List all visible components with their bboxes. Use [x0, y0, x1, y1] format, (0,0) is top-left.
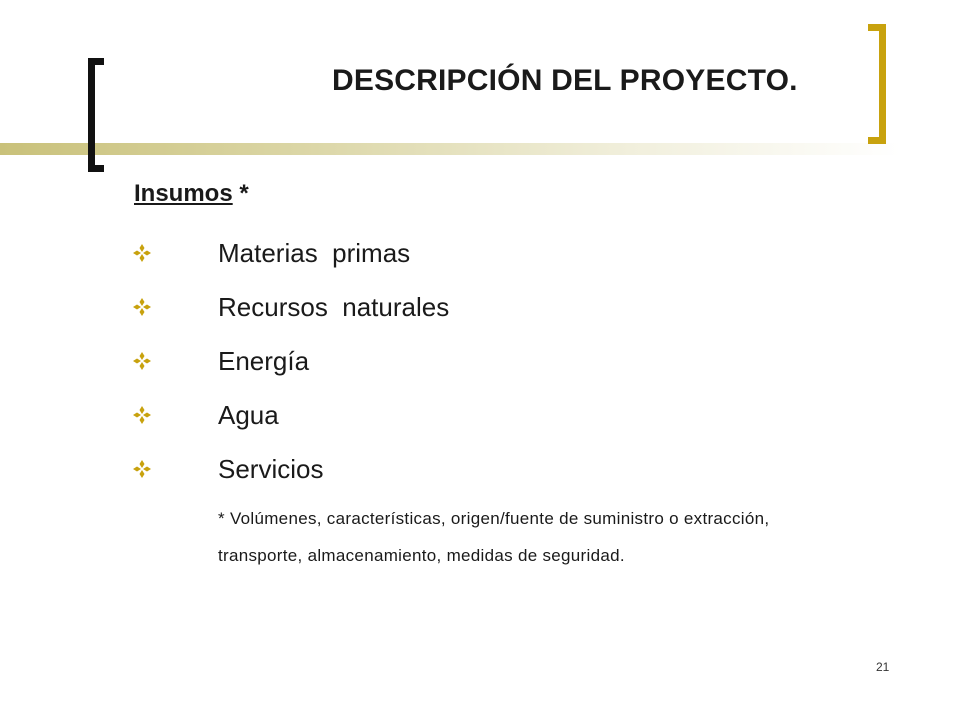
- list-item: [132, 226, 449, 280]
- diamond-quad-icon: [132, 459, 152, 479]
- title-gradient-rule: [0, 143, 900, 155]
- list-item: [132, 280, 449, 334]
- bullet-label: Materias primas: [218, 237, 411, 268]
- slide-title: DESCRIPCIÓN DEL PROYECTO.: [332, 64, 798, 97]
- diamond-quad-icon: [132, 297, 152, 317]
- section-heading: [134, 180, 249, 208]
- bullet-label: Energía: [218, 345, 310, 376]
- bullet-label: Servicios: [218, 453, 324, 484]
- list-item: [132, 334, 449, 388]
- bullet-label: Agua: [218, 399, 279, 430]
- footnote-text: * Volúmenes, características, origen/fuente de suministro o extracción, transporte, almacenamiento, medidas de seguridad.: [218, 509, 770, 565]
- list-item: [132, 442, 449, 496]
- section-heading-label: Insumos: [134, 180, 233, 207]
- diamond-quad-icon: [132, 405, 152, 425]
- diamond-quad-icon: [132, 351, 152, 371]
- slide-number: 21: [876, 660, 890, 674]
- left-bracket-decoration: [88, 58, 104, 172]
- bullet-label: Recursos naturales: [218, 291, 450, 322]
- section-heading-marker: *: [232, 180, 249, 207]
- bullet-list: [132, 226, 449, 496]
- diamond-quad-icon: [132, 243, 152, 263]
- right-bracket-decoration: [868, 24, 886, 144]
- list-item: [132, 388, 449, 442]
